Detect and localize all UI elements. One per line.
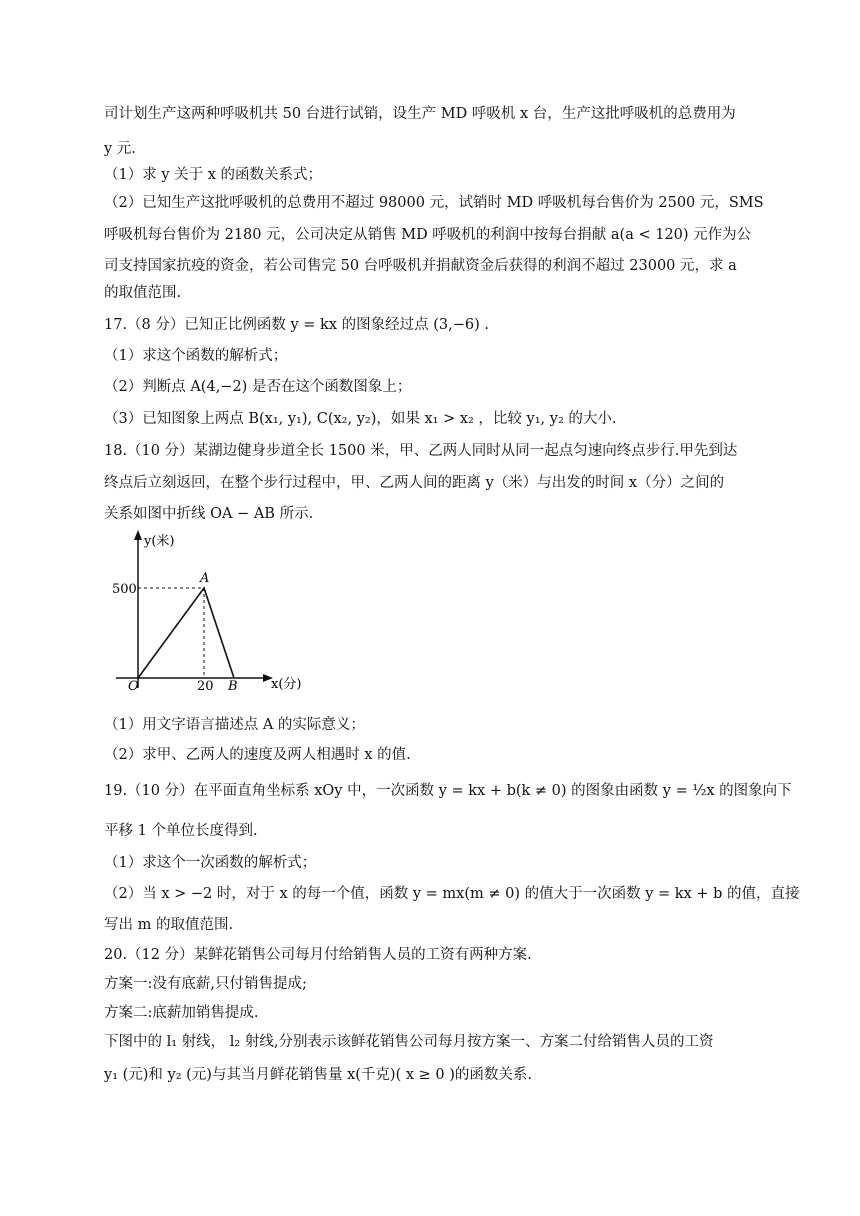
line-19-1: 19.（10 分）在平面直角坐标系 xOy 中，一次函数 y = kx + b(k ≠ 0) 的图象由函数 y = ½x 的图象向下 [104, 783, 792, 799]
line-16-q2-2: 呼吸机每台售价为 2180 元，公司决定从销售 MD 呼吸机的利润中按每台捐献 a(a < 120) 元作为公 [104, 227, 752, 243]
line-19-q2-2: 写出 m 的取值范围. [104, 917, 234, 933]
line-18-3: 关系如图中折线 OA − AB 所示. [104, 506, 314, 522]
line-16-q2-3: 司支持国家抗疫的资金，若公司售完 50 台呼吸机并捐献资金后获得的利润不超过 23000 元，求 a [104, 258, 737, 274]
line-20-plan1: 方案一:没有底薪,只付销售提成; [104, 976, 307, 992]
point-b-label: B [228, 679, 238, 694]
x-axis-label: x(分) [271, 677, 302, 692]
polyline-oa-ab [138, 588, 234, 678]
line-16-q2-4: 的取值范围. [104, 285, 182, 301]
line-19-q1: （1）求这个一次函数的解析式； [104, 855, 317, 871]
line-16-q2-1: （2）已知生产这批呼吸机的总费用不超过 98000 元，试销时 MD 呼吸机每台售价为 2500 元，SMS [104, 195, 764, 211]
line-17-q3: （3）已知图象上两点 B(x₁, y₁), C(x₂, y₂)，如果 x₁ > x₂ ，比较 y₁, y₂ 的大小. [104, 411, 617, 427]
line-18-2: 终点后立刻返回，在整个步行过程中，甲、乙两人间的距离 y（米）与出发的时间 x（分）之间的 [104, 475, 725, 491]
line-20-plan2: 方案二:底薪加销售提成. [104, 1005, 259, 1021]
line-16-1: 司计划生产这两种呼吸机共 50 台进行试销，设生产 MD 呼吸机 x 台，生产这批呼吸机的总费用为 [104, 106, 736, 122]
line-18-q1: （1）用文字语言描述点 A 的实际意义； [104, 717, 365, 733]
origin-label: O [128, 679, 139, 694]
line-18-q2: （2）求甲、乙两人的速度及两人相遇时 x 的值. [104, 747, 411, 763]
point-a-label: A [200, 571, 210, 586]
x-tick-label: 20 [197, 679, 214, 694]
y-axis-label: y(米) [144, 534, 175, 549]
line-16-q1: （1）求 y 关于 x 的函数关系式； [104, 167, 323, 183]
line-16-2: y 元. [104, 141, 136, 157]
line-20-4: 下图中的 l₁ 射线， l₂ 射线,分别表示该鲜花销售公司每月按方案一、方案二付给销售人员的工资 [104, 1034, 714, 1050]
line-17-q1: （1）求这个函数的解析式； [104, 348, 288, 364]
y-tick-label: 500 [112, 582, 137, 597]
line-20-5: y₁ (元)和 y₂ (元)与其当月鲜花销售量 x(千克)( x ≥ 0 )的函数关系. [104, 1067, 532, 1083]
line-17-q2: （2）判断点 A(4,−2) 是否在这个函数图象上； [104, 379, 412, 395]
line-18-1: 18.（10 分）某湖边健身步道全长 1500 米，甲、乙两人同时从同一起点匀速向终点步行.甲先到达 [104, 443, 738, 459]
line-19-q2-1: （2）当 x > −2 时，对于 x 的每一个值，函数 y = mx(m ≠ 0) 的值大于一次函数 y = kx + b 的值，直接 [104, 886, 800, 902]
line-17-title: 17.（8 分）已知正比例函数 y = kx 的图象经过点 (3,−6) . [104, 317, 489, 333]
distance-time-graph [104, 528, 314, 708]
line-20-title: 20.（12 分）某鲜花销售公司每月付给销售人员的工资有两种方案. [104, 947, 532, 963]
line-19-2: 平移 1 个单位长度得到. [104, 823, 258, 839]
y-axis-arrow-icon [134, 530, 142, 540]
